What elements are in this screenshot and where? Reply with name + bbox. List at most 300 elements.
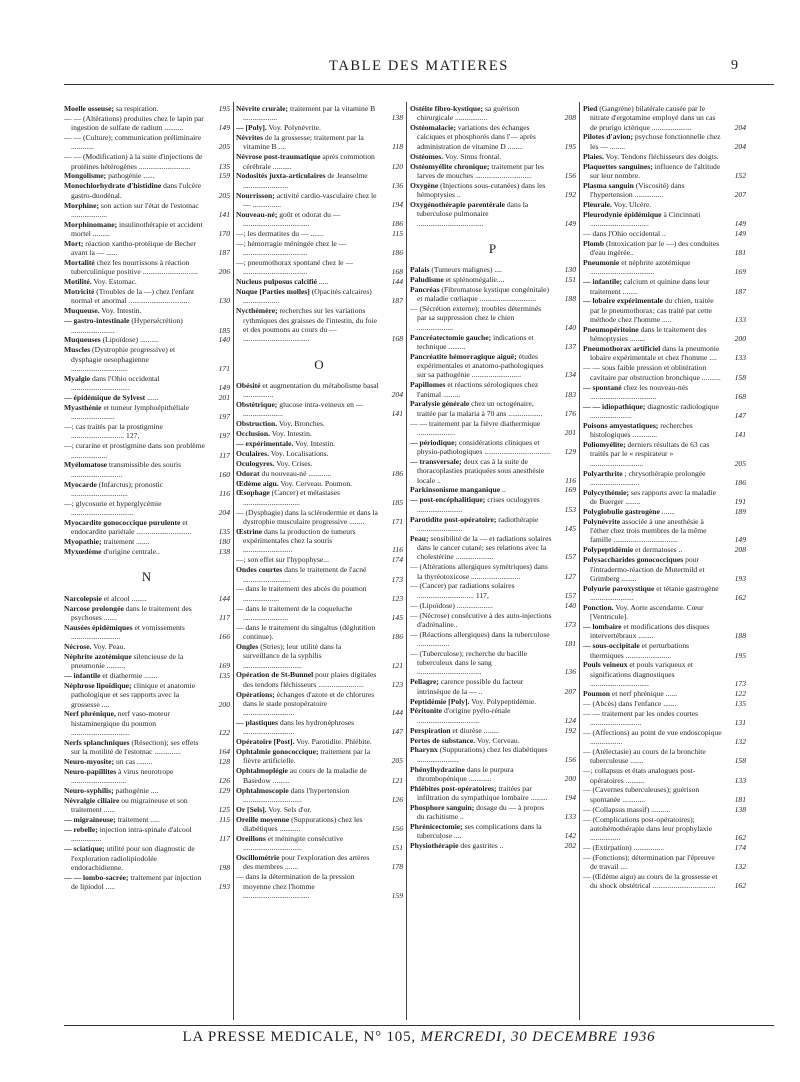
index-entry [236, 277, 403, 286]
entry-text: calcium et quinine dans leur traitement ........ [590, 277, 710, 296]
entry-text: —; les dermatites du — ....... [236, 229, 324, 239]
index-entry [583, 402, 746, 421]
entry-page-number: 187 [218, 248, 230, 258]
index-column-1 [64, 104, 230, 1019]
entry-text: glucose intra-veineux en — ..................... [243, 400, 364, 419]
entry-page-number: 118 [392, 142, 403, 152]
index-entry [236, 449, 403, 458]
entry-text: et méningite consécutive ............................... [243, 833, 344, 853]
entry-page-number: 162 [734, 881, 746, 891]
index-entry [410, 706, 576, 725]
entry-heading: Nucleus pulposus calcifié [236, 277, 318, 287]
index-entry [236, 853, 403, 872]
index-entry [410, 697, 576, 706]
entry-heading: Parkinsonisme manganique [410, 485, 501, 495]
entry-text: utilité pour son diagnostic de l'exploration radiolipiodolée endorachidienne. [71, 844, 195, 872]
entry-text: traitement par la vitamine B .................. [243, 104, 376, 123]
entry-page-number: 166 [218, 632, 230, 642]
entry-text: — (Collapsus massif) .......... [583, 804, 671, 814]
index-entry [583, 584, 746, 603]
page-header [64, 58, 774, 80]
entry-heading: Neuro-myosite; [64, 757, 115, 767]
section-letter: P [488, 240, 498, 256]
entry-heading: Pied [583, 104, 598, 113]
entry-page-number: 191 [734, 497, 746, 507]
entry-text: (Hypersécrétion) ....................... [71, 316, 183, 335]
index-entry [583, 805, 746, 814]
index-entry [236, 479, 403, 488]
entry-text: —; hémorragie méningée chez le — .................................. [236, 238, 347, 258]
entry-page-number: 169 [564, 485, 576, 495]
entry-page-number: 204 [391, 390, 403, 400]
entry-heading: — infantile [64, 671, 101, 681]
entry-text: traitement par injection de lipiodol ..... [71, 872, 202, 892]
entry-heading: — transversale; [410, 457, 462, 466]
entry-text: Voy. Intestin. [293, 439, 336, 448]
index-entry [64, 403, 230, 422]
index-entry [410, 515, 576, 534]
entry-heading: Œdème aigu. [236, 478, 279, 488]
entry-heading: Peptidémie [Poly]. [410, 696, 470, 706]
entry-heading: Narcose prolongée [64, 603, 124, 613]
entry-heading: Nuque [Parties molles] [236, 287, 310, 297]
index-entry [410, 562, 576, 581]
index-entry [583, 622, 746, 641]
index-entry [583, 689, 746, 698]
entry-page-number: 142 [564, 831, 576, 841]
entry-text: Voy. Sels d'or. [266, 804, 312, 814]
entry-text: — — (Modification) à la suite d'injections de protéines hétérogènes ........................... [64, 152, 203, 171]
entry-page-number: 195 [734, 650, 746, 660]
entry-page-number: 157 [564, 590, 576, 600]
entry-page-number: 181 [564, 638, 576, 648]
entry-heading: Oreille moyenne [236, 814, 290, 824]
index-entry [583, 555, 746, 583]
entry-heading: Perspiration [410, 725, 451, 735]
entry-text: et néphrite azotémique .................................. [590, 258, 691, 277]
entry-page-number: 187 [391, 296, 403, 306]
entry-page-number: 193 [734, 573, 746, 583]
page-footer [64, 1029, 774, 1046]
index-entry [410, 726, 576, 735]
entry-heading: Paralysie générale [410, 399, 470, 409]
entry-text: (Opacités calcaires) ................... [243, 287, 372, 306]
entry-heading: Moelle osseuse; [64, 104, 114, 113]
entry-heading: Papillomes [410, 380, 446, 390]
journal-issue: LA PRESSE MEDICALE, N° 105, [182, 1029, 416, 1045]
index-entry [64, 316, 230, 335]
index-entry [583, 325, 746, 344]
entry-text: — dans l'Ohio occidental .. [583, 229, 666, 239]
entry-heading: Or [Sels]. [236, 804, 267, 814]
index-entry [236, 670, 403, 689]
entry-heading: Muqueuses [64, 335, 101, 345]
entry-page-number: 200 [218, 699, 230, 709]
entry-text: ...... [145, 393, 159, 402]
entry-text: — dans le traitement des abcès du poumon ................... [236, 584, 367, 603]
entry-page-number: 149 [218, 383, 230, 393]
entry-text: — (Cavernes tuberculeuses); guérison spontanée ............ [583, 785, 700, 804]
index-entry [583, 383, 746, 402]
entry-heading: — lombaire [583, 622, 622, 632]
entry-heading: — sous-occipitale [583, 641, 640, 651]
entry-page-number: 168 [391, 267, 403, 277]
index-entry [64, 786, 230, 795]
entry-page-number: 135 [218, 527, 230, 537]
index-entry [410, 581, 576, 600]
index-entry [410, 534, 576, 562]
index-entry [236, 258, 403, 277]
entry-text: Voy. Peau. [91, 641, 126, 651]
entry-text: recherches histologiques ............. [590, 420, 693, 440]
entry-heading: Morphine; [64, 200, 100, 210]
entry-heading: Névrite crurale; [236, 104, 289, 113]
index-entry [236, 805, 403, 814]
entry-text: du nouveau-né ............ [259, 468, 332, 478]
entry-page-number: 149 [734, 229, 746, 239]
entry-text: — (Fonctions); détermination par l'épreuve de travail .... [583, 852, 715, 872]
entry-text: Voy. Polynévrite. [266, 123, 321, 133]
entry-heading: Pleurodynie épidémique [583, 209, 662, 219]
entry-page-number: 132 [734, 862, 746, 872]
entry-text: ses complications dans la tuberculose .... [417, 822, 542, 841]
index-entry [64, 709, 230, 737]
entry-page-number: 134 [564, 370, 576, 380]
entry-text: à virus neurotrope ............................. [71, 766, 174, 786]
index-entry [583, 641, 746, 660]
entry-heading: Poisons amyostatiques; [583, 420, 659, 430]
entry-heading: Nodosités juxta-articulaires [236, 171, 326, 181]
entry-text: injection intra-spinale d'alcool ................ [71, 825, 192, 844]
entry-heading: Névralgie ciliaire [64, 796, 120, 806]
entry-text: carence possible du facteur intrinsèque de la — .. [417, 677, 524, 696]
entry-heading: Plasma sanguin [583, 180, 634, 190]
entry-page-number: 115 [392, 229, 403, 239]
entry-heading: Phosphore sanguin; [410, 802, 475, 812]
index-entry [410, 265, 576, 274]
index-entry [236, 400, 403, 419]
index-entry [410, 822, 576, 841]
index-entry [583, 488, 746, 507]
index-entry [64, 767, 230, 786]
entry-heading: Motilité. [64, 277, 92, 287]
entry-heading: Pertes de substance. [410, 735, 476, 745]
entry-heading: Mort; [64, 238, 84, 248]
index-entry [236, 287, 403, 306]
entry-text: (Lipoïdose) .......... [100, 335, 159, 345]
entry-page-number: 173 [734, 679, 746, 689]
entry-page-number: 144 [391, 708, 403, 718]
entry-heading: Névrose post-traumatique [236, 152, 321, 162]
entry-page-number: 122 [734, 688, 746, 698]
entry-page-number: 188 [564, 294, 576, 304]
entry-text: pour plaies digitales des tendons fléchisseurs ........................ [243, 670, 377, 689]
entry-heading: Polycythémie; [583, 487, 629, 497]
index-entry [64, 547, 230, 556]
entry-text: ou migraineuse et son traitement ...... [71, 796, 188, 815]
entry-heading: Ophtalmie gonococcique; [236, 747, 319, 757]
entry-page-number: 197 [218, 412, 230, 422]
entry-text: traitement ....... [101, 537, 150, 547]
index-entry [236, 210, 403, 229]
index-entry [583, 200, 746, 209]
entry-heading: Obésité [236, 380, 261, 390]
index-entry [64, 671, 230, 680]
entry-text: — — sous faible pression et oblitération cavitaire par obstruction bronchique .......... [583, 363, 721, 382]
index-entry [410, 611, 576, 630]
entry-page-number: 204 [734, 122, 746, 132]
entry-page-number: 195 [564, 141, 576, 151]
index-entry [64, 393, 230, 402]
index-entry [64, 104, 230, 113]
footer-rule [64, 1025, 774, 1026]
entry-text: (Dystrophie progressive) et dysphagie oesophagienne .............................. [71, 345, 176, 373]
entry-text: — (Sécrétion externe); troubles déterminés par sa suppression chez le chien ................... [410, 304, 542, 332]
entry-heading: Occlusion. [236, 429, 270, 439]
entry-heading: Phlébites post-opératoires; [410, 783, 497, 793]
entry-text: traitées par infiltration du sympathique lombaire ......... [417, 783, 548, 803]
entry-heading: — infantile; [583, 277, 623, 287]
entry-text: (Cancer) et métastases .............................. [243, 488, 340, 507]
entry-page-number: 174 [734, 843, 746, 853]
entry-text: Voy. Bronches. [277, 419, 325, 429]
entry-heading: Polyurie paroxystique [583, 583, 655, 593]
index-entry [64, 345, 230, 373]
entry-page-number: 201 [218, 393, 230, 402]
index-column-2 [236, 104, 403, 1019]
entry-page-number: 200 [734, 334, 746, 344]
entry-page-number: 187 [734, 286, 746, 296]
entry-text: ses rapports avec la maladie de Buerger ........ [590, 487, 717, 507]
index-entry [410, 630, 576, 649]
index-entry [236, 429, 403, 438]
entry-heading: Pilotes d'avion; [583, 132, 633, 142]
index-entry [410, 495, 576, 514]
entry-text: activité cardio-vasculaire chez le — ............... [243, 190, 377, 209]
entry-text: (Viscosité) dans l'hypertension ............... [590, 180, 685, 200]
index-entry [583, 728, 746, 747]
index-entry [64, 171, 230, 180]
entry-text: — (Lipoïdose) ................... [410, 600, 493, 610]
index-entry [236, 439, 403, 448]
entry-page-number: 133 [734, 315, 746, 325]
entry-text: de la grossesse; traitement par la vitamine B .... [243, 133, 364, 152]
index-entry [64, 258, 230, 277]
entry-text: — (Altérations allergiques symétriques) dans la thyréotoxicose .......................... [410, 562, 548, 581]
entry-text: Voy. Estomac. [91, 277, 137, 287]
entry-page-number: 186 [734, 477, 746, 487]
entry-heading: Narcolepsie [64, 593, 102, 603]
entry-text: (Intoxication par le —) des conduites d'eau ingérée.. [590, 238, 720, 258]
entry-heading: — rebelle; [64, 825, 98, 835]
index-entry [236, 306, 403, 343]
entry-page-number: 158 [734, 372, 746, 382]
entry-heading: — sciatique; [64, 844, 105, 854]
entry-page-number: 198 [218, 862, 230, 872]
entry-page-number: 156 [564, 170, 576, 180]
entry-heading: Poliomyélite; [583, 440, 626, 450]
entry-page-number: 173 [391, 574, 403, 584]
index-entry [236, 381, 403, 400]
entry-text: dans l'hypertension ............................... [243, 785, 350, 804]
entry-text: (Gangrène) bilatérale causée par le nitrate d'ergotamine employé dans un cas de prurigo ictérique ..................... [590, 104, 716, 132]
entry-page-number: 124 [564, 715, 576, 725]
entry-heading: — — idiopathique; [583, 401, 646, 411]
entry-text: dans la tuberculose pulmonaire ................................... [417, 199, 529, 228]
index-entry [410, 803, 576, 822]
entry-page-number: 127 [564, 571, 576, 581]
index-entry [64, 152, 230, 171]
entry-text: au cours de la maladie de Basedow ......... [243, 766, 367, 785]
index-entry [64, 815, 230, 824]
entry-page-number: 208 [564, 113, 576, 123]
entry-text: Voy. Cerveau. Poumon. [278, 478, 353, 488]
entry-text: — — traitement par la fièvre diathermique .................... [410, 418, 541, 437]
entry-page-number: 205 [391, 756, 403, 766]
entry-text: — (Œdème aigu) au cours de la grossesse et du shock obstétrical ................................. [583, 872, 718, 891]
entry-page-number: 158 [734, 756, 746, 766]
index-entry [583, 162, 746, 181]
entry-text: — (Nécrose) consécutive à des auto-injections d'adrénaline.. [410, 610, 552, 629]
entry-text: — dans le traitement du singaltus (déglutition continue). [236, 622, 376, 642]
entry-page-number: 180 [218, 537, 230, 547]
index-entry [64, 844, 230, 872]
entry-text: et nerf phrénique ...... [610, 688, 678, 698]
index-entry [410, 736, 576, 745]
entry-heading: — épidémique de Sylvest [64, 393, 146, 402]
entry-text: insulinothérapie et accident mortel ......... [71, 219, 203, 239]
entry-page-number: 206 [218, 267, 230, 277]
entry-heading: Pancréatectomie gauche; [410, 332, 492, 342]
entry-heading: Œstrine [236, 526, 263, 536]
entry-heading: Ophtalmoplégie [236, 766, 288, 776]
index-entry [583, 507, 746, 516]
entry-text: et splénomégalie.... [443, 275, 505, 285]
entry-heading: Pancréas [410, 284, 440, 294]
entry-text: considérations cliniques et physio-pathologiques ................................... [417, 437, 551, 457]
index-entry [236, 229, 403, 238]
entry-text: derniers résultats de 63 cas traités par le « respirateur » ............................ [590, 440, 710, 468]
entry-text: dans le traitement de l'acné ......................... [243, 565, 367, 584]
index-entry [410, 123, 576, 151]
entry-heading: — [Poly]. [236, 123, 267, 133]
index-entry [583, 603, 746, 622]
index-entry [236, 747, 403, 766]
entry-text: Voy. Cerveau. [475, 735, 520, 745]
index-entry [64, 287, 230, 306]
index-entry [236, 737, 403, 746]
index-entry [410, 275, 576, 284]
entry-page-number: 133 [734, 775, 746, 785]
index-entry [64, 133, 230, 152]
entry-page-number: 130 [218, 296, 230, 306]
entry-page-number: 133 [564, 812, 576, 822]
entry-text: ..... [317, 277, 329, 287]
entry-heading: Myalgie [64, 373, 91, 383]
entry-text: Voy. Crises. [274, 458, 313, 468]
entry-page-number: 169 [218, 661, 230, 671]
entry-page-number: 185 [391, 497, 403, 507]
entry-text: — (Abcès) dans l'enfance ....... [583, 698, 677, 708]
index-entry [583, 210, 746, 229]
index-entry [64, 796, 230, 815]
entry-text: d'origine centrale.. [101, 547, 160, 557]
index-entry [410, 765, 576, 784]
entry-text: Voy. Intestin. [269, 429, 312, 439]
index-entry [64, 873, 230, 892]
entry-page-number: 116 [565, 475, 576, 485]
entry-page-number: 126 [218, 776, 230, 786]
entry-page-number: 162 [734, 592, 746, 602]
entry-text: associée à une anesthésie à l'éther chez trois membres de la même famille .................................. [590, 516, 707, 545]
entry-heading: Muscles [64, 345, 91, 355]
index-entry [64, 441, 230, 460]
entry-page-number: 135 [218, 671, 230, 681]
header-rule [64, 84, 774, 85]
entry-heading: Pellagre; [410, 677, 439, 687]
entry-text: sa respiration. [113, 104, 159, 113]
entry-text: —; pneumothorax spontané chez le — .................................. [236, 258, 354, 277]
page-number: 9 [731, 58, 738, 73]
entry-text: (Stries); leur utilité dans la surveillance de la syphilis ............................... [243, 641, 342, 670]
index-entry [236, 872, 403, 900]
entry-text: (Résection); ses effets sur la motilité de l'estomac .............. [71, 737, 199, 757]
entry-page-number: 205 [218, 190, 230, 200]
entry-text: du chien, traitée par le pneumothorax; cas traité par cette méthode chez l'homme ..... [590, 296, 714, 325]
entry-text: (Fibromatose kystique congénitale) et maladie cœliaque .............................. [417, 284, 549, 304]
entry-page-number: 197 [218, 431, 230, 441]
entry-text: et endocardite pariétale ............................. [71, 518, 192, 537]
entry-text: ....... [659, 506, 676, 516]
entry-text: silencieuse de la pneumonie .......... [71, 651, 184, 671]
entry-page-number: 117 [219, 450, 230, 460]
entry-text: — — traitement par les ondes courtes ........................... [583, 708, 699, 727]
entry-heading: Polynévrite [583, 516, 621, 526]
entry-text: et réactions sérologiques chez l'animal ......... [417, 380, 539, 399]
entry-heading: Œsophage [236, 488, 270, 498]
entry-text: —; glycosurie et hyperglycémie ................................. [64, 498, 162, 518]
index-entry [583, 766, 746, 785]
entry-heading: Peau; [410, 533, 429, 543]
entry-page-number: 176 [564, 408, 576, 418]
index-entry [410, 333, 576, 352]
entry-heading: — spontané [583, 382, 622, 392]
entry-text: transmissible des souris ........................... [71, 460, 182, 479]
entry-heading: Nécrose. [64, 641, 92, 651]
entry-page-number: 130 [564, 265, 576, 275]
entry-page-number: 141 [734, 430, 746, 440]
entry-page-number: 140 [218, 335, 230, 345]
entry-text: traitement par les larves de mouches .............................. [417, 161, 544, 180]
entry-heading: Ostéite fibro-kystique; [410, 104, 484, 113]
entry-text: — (Tuberculose); recherche du bacille tuberculeux dans le sang .................................. [410, 648, 527, 677]
entry-text: pour l'exploration des artères des membres ....... [243, 853, 370, 872]
entry-page-number: 115 [219, 815, 230, 825]
entry-page-number: 159 [391, 890, 403, 900]
entry-page-number: 138 [218, 547, 230, 557]
entry-page-number: 192 [564, 725, 576, 735]
entry-page-number: 144 [391, 277, 403, 287]
index-entry [64, 825, 230, 844]
entry-heading: — lobaire expérimentale [583, 296, 663, 306]
entry-heading: Opération de St-Bunnel [236, 670, 314, 680]
index-entry [583, 421, 746, 440]
entry-page-number: 188 [734, 631, 746, 641]
entry-page-number: 202 [564, 841, 576, 851]
index-entry [64, 335, 230, 344]
entry-heading: — gastro-intestinale [64, 316, 130, 326]
entry-text: et augmentation du métabolisme basal ................ [243, 380, 379, 400]
